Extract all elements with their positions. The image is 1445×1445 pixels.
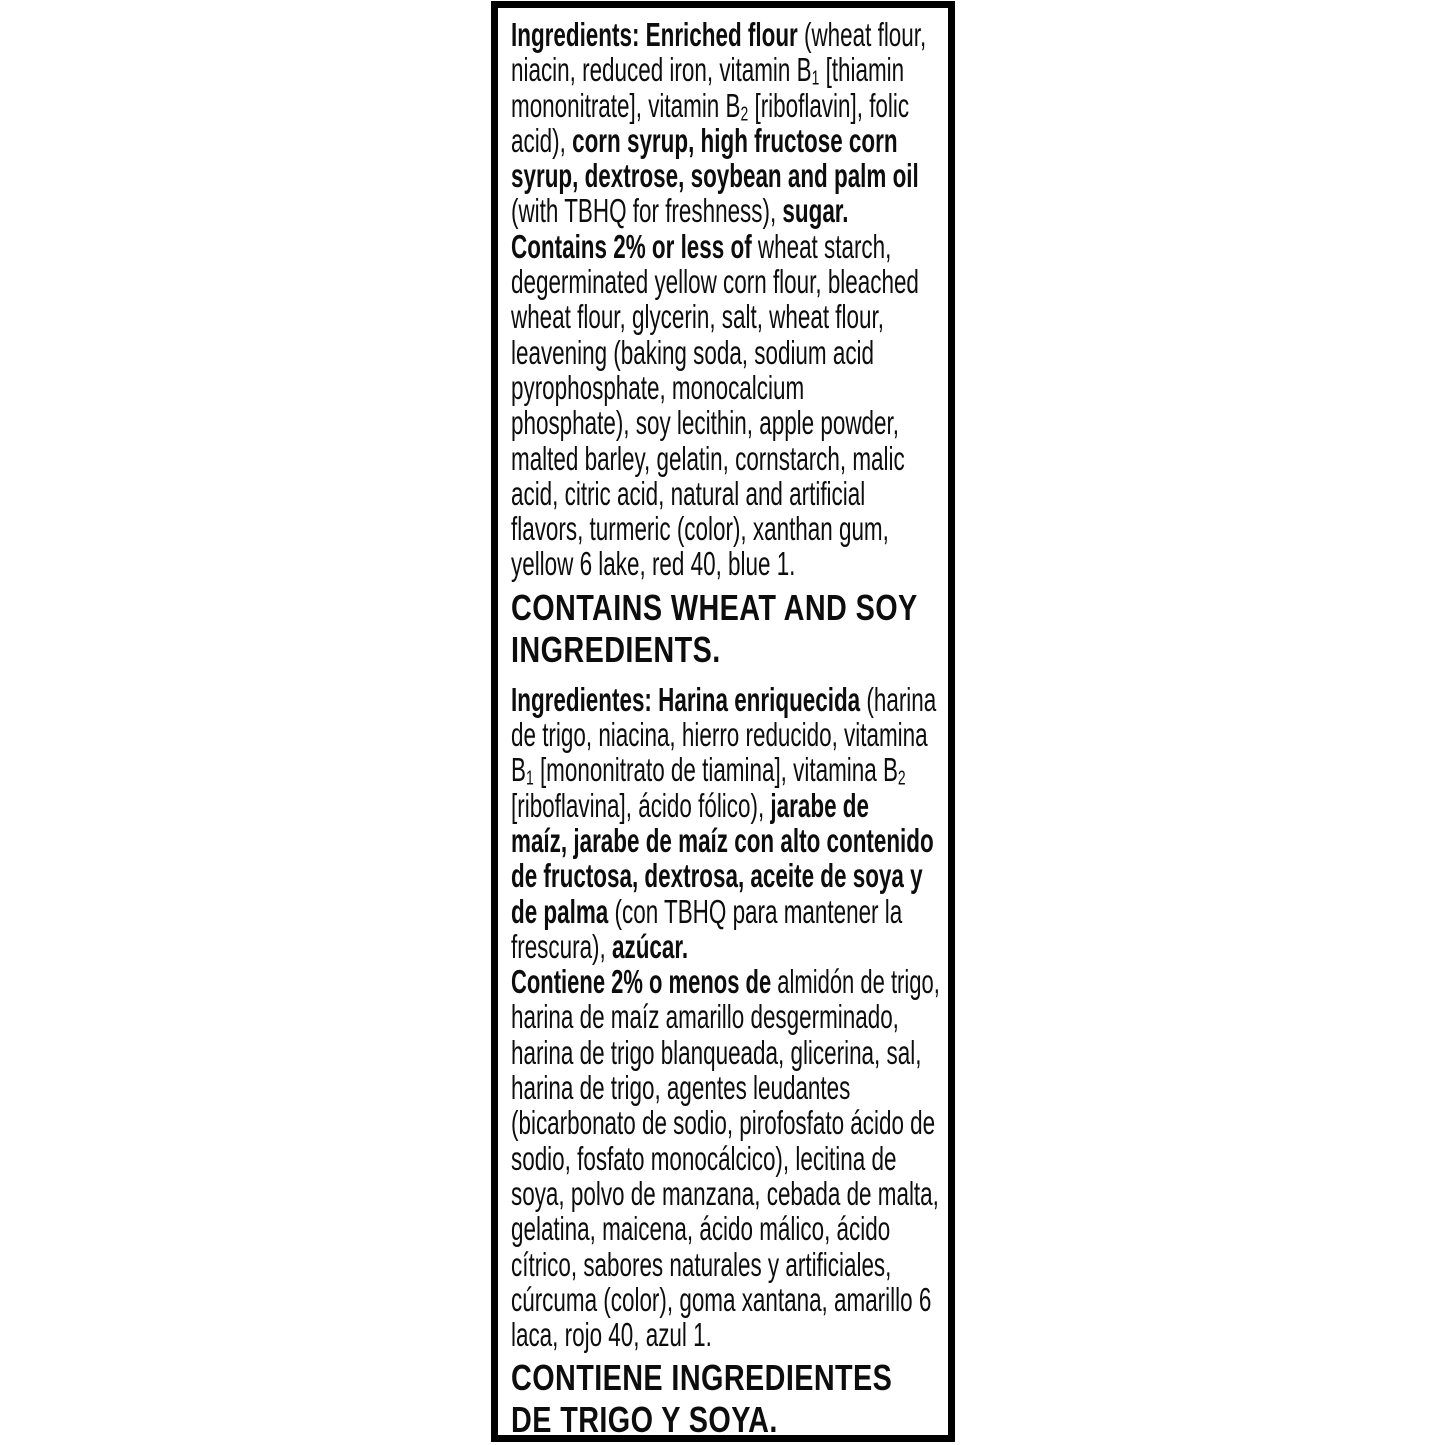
regular-text: niacin, reduced iron, vitamin B (511, 51, 812, 89)
regular-text: CONTIENE INGREDIENTES (511, 1357, 893, 1399)
text-line (511, 998, 899, 1036)
bold-text: jarabe de (770, 786, 869, 824)
bold-text: Ingredientes: Harina enriquecida (511, 680, 861, 718)
bold-text: maíz, jarabe de maíz con alto contenido (511, 821, 934, 859)
text-line (511, 1280, 932, 1318)
regular-text: gelatina, maicena, ácido málico, ácido (511, 1210, 891, 1248)
ingredients-label-box (491, 1, 955, 1442)
regular-text: [mononitrato de tiamina], vitamina B (533, 751, 898, 789)
regular-text: pyrophosphate, monocalcium (511, 368, 805, 406)
bold-text: Ingredients: Enriched flour (511, 16, 798, 53)
text-line (511, 404, 899, 442)
regular-text: [riboflavin], folic (748, 86, 910, 124)
text-line (511, 439, 905, 477)
regular-text: harina de trigo, agentes leudantes (511, 1069, 851, 1107)
text-line (511, 929, 803, 964)
text-line (511, 333, 875, 371)
bold-text: sugar. (782, 192, 849, 230)
text-line (511, 86, 910, 126)
spanish-ingredients (511, 682, 940, 1353)
text-line (511, 121, 898, 159)
regular-text: malted barley, gelatin, cornstarch, malic (511, 439, 905, 477)
bold-text: de fructosa, dextrosa, aceite de soya y (511, 857, 923, 895)
bold-text: Contains 2% or less of (511, 227, 752, 265)
text-line (511, 1210, 891, 1248)
text-line (511, 1033, 922, 1071)
regular-text: (con TBHQ para mantener la (608, 892, 903, 930)
regular-text: (harina (860, 680, 937, 718)
regular-text: [thiamin (819, 51, 905, 89)
text-line (511, 227, 892, 265)
regular-text: leavening (baking soda, sodium acid (511, 333, 875, 371)
regular-text: B (511, 751, 526, 789)
subscript-text: 2 (897, 767, 906, 791)
regular-text: yellow 6 lake, red 40, blue 1. (511, 545, 796, 583)
regular-text: acid, citric acid, natural and artificial (511, 474, 866, 512)
text-line (511, 857, 923, 895)
text-line (511, 1104, 936, 1142)
regular-text: INGREDIENTS. (511, 628, 721, 670)
text-line (511, 1069, 851, 1107)
text-line (511, 1174, 939, 1212)
regular-text: harina de maíz amarillo desgerminado, (511, 998, 899, 1036)
text-line (511, 510, 889, 548)
text-line (511, 263, 919, 301)
regular-text: soya, polvo de manzana, cebada de malta, (511, 1174, 939, 1212)
regular-text: almidón de trigo, (771, 963, 940, 1001)
regular-text: frescura), (511, 927, 613, 965)
text-line (511, 786, 869, 824)
subscript-text: 2 (740, 102, 749, 126)
bold-text: Contiene 2% o menos de (511, 963, 772, 1001)
bold-text: de palma (511, 892, 609, 930)
regular-text: DE TRIGO Y SOYA. (511, 1399, 778, 1441)
subscript-text: 1 (525, 767, 534, 791)
text-line (511, 157, 919, 195)
regular-text: phosphate), soy lecithin, apple powder, (511, 404, 899, 442)
text-line (511, 963, 940, 1001)
text-line (511, 1317, 803, 1352)
regular-text: de trigo, niacina, hierro reducido, vitamina (511, 716, 928, 754)
text-line (511, 716, 928, 754)
regular-text: harina de trigo blanqueada, glicerina, sal, (511, 1033, 922, 1071)
text-line (511, 1139, 897, 1177)
text-line (511, 546, 803, 581)
text-line (511, 680, 937, 718)
regular-text: laca, rojo 40, azul 1. (511, 1316, 712, 1354)
text-line (511, 821, 934, 859)
text-line (511, 192, 849, 230)
spanish-allergen-statement (511, 1357, 940, 1441)
regular-text: degerminated yellow corn flour, bleached (511, 263, 919, 301)
bold-text: azúcar. (612, 927, 689, 965)
text-line (511, 629, 854, 671)
label-text (511, 17, 940, 1441)
text-line (511, 51, 905, 90)
text-line (511, 16, 927, 53)
regular-text: flavors, turmeric (color), xanthan gum, (511, 510, 889, 548)
regular-text: wheat starch, (751, 227, 892, 265)
text-line (511, 586, 918, 629)
text-line (511, 1245, 892, 1283)
text-line (511, 1399, 854, 1441)
regular-text: (with TBHQ for freshness), (511, 192, 783, 230)
regular-text: [riboflavina], ácido fólico), (511, 786, 771, 824)
english-allergen-statement (511, 587, 940, 671)
regular-text: sodio, fosfato monocálcico), lecitina de (511, 1139, 897, 1177)
regular-text: CONTAINS WHEAT AND SOY (511, 586, 918, 628)
subscript-text: 1 (811, 66, 820, 90)
english-ingredients (511, 17, 940, 582)
text-line (511, 751, 906, 791)
regular-text: wheat flour, glycerin, salt, wheat flour, (511, 298, 884, 336)
text-line (511, 474, 866, 512)
bold-text: syrup, dextrose, soybean and palm oil (511, 157, 919, 195)
text-line (511, 370, 803, 405)
regular-text: cítrico, sabores naturales y artificiales, (511, 1245, 892, 1283)
regular-text: (wheat flour, (797, 16, 927, 53)
text-line (511, 1357, 893, 1399)
text-line (511, 892, 903, 930)
text-line (511, 298, 884, 336)
regular-text: (bicarbonato de sodio, pirofosfato ácido de (511, 1104, 936, 1142)
regular-text: mononitrate], vitamin B (511, 86, 741, 124)
regular-text: cúrcuma (color), goma xantana, amarillo 6 (511, 1280, 932, 1318)
bold-text: corn syrup, high fructose corn (572, 121, 898, 159)
regular-text: acid), (511, 121, 573, 159)
